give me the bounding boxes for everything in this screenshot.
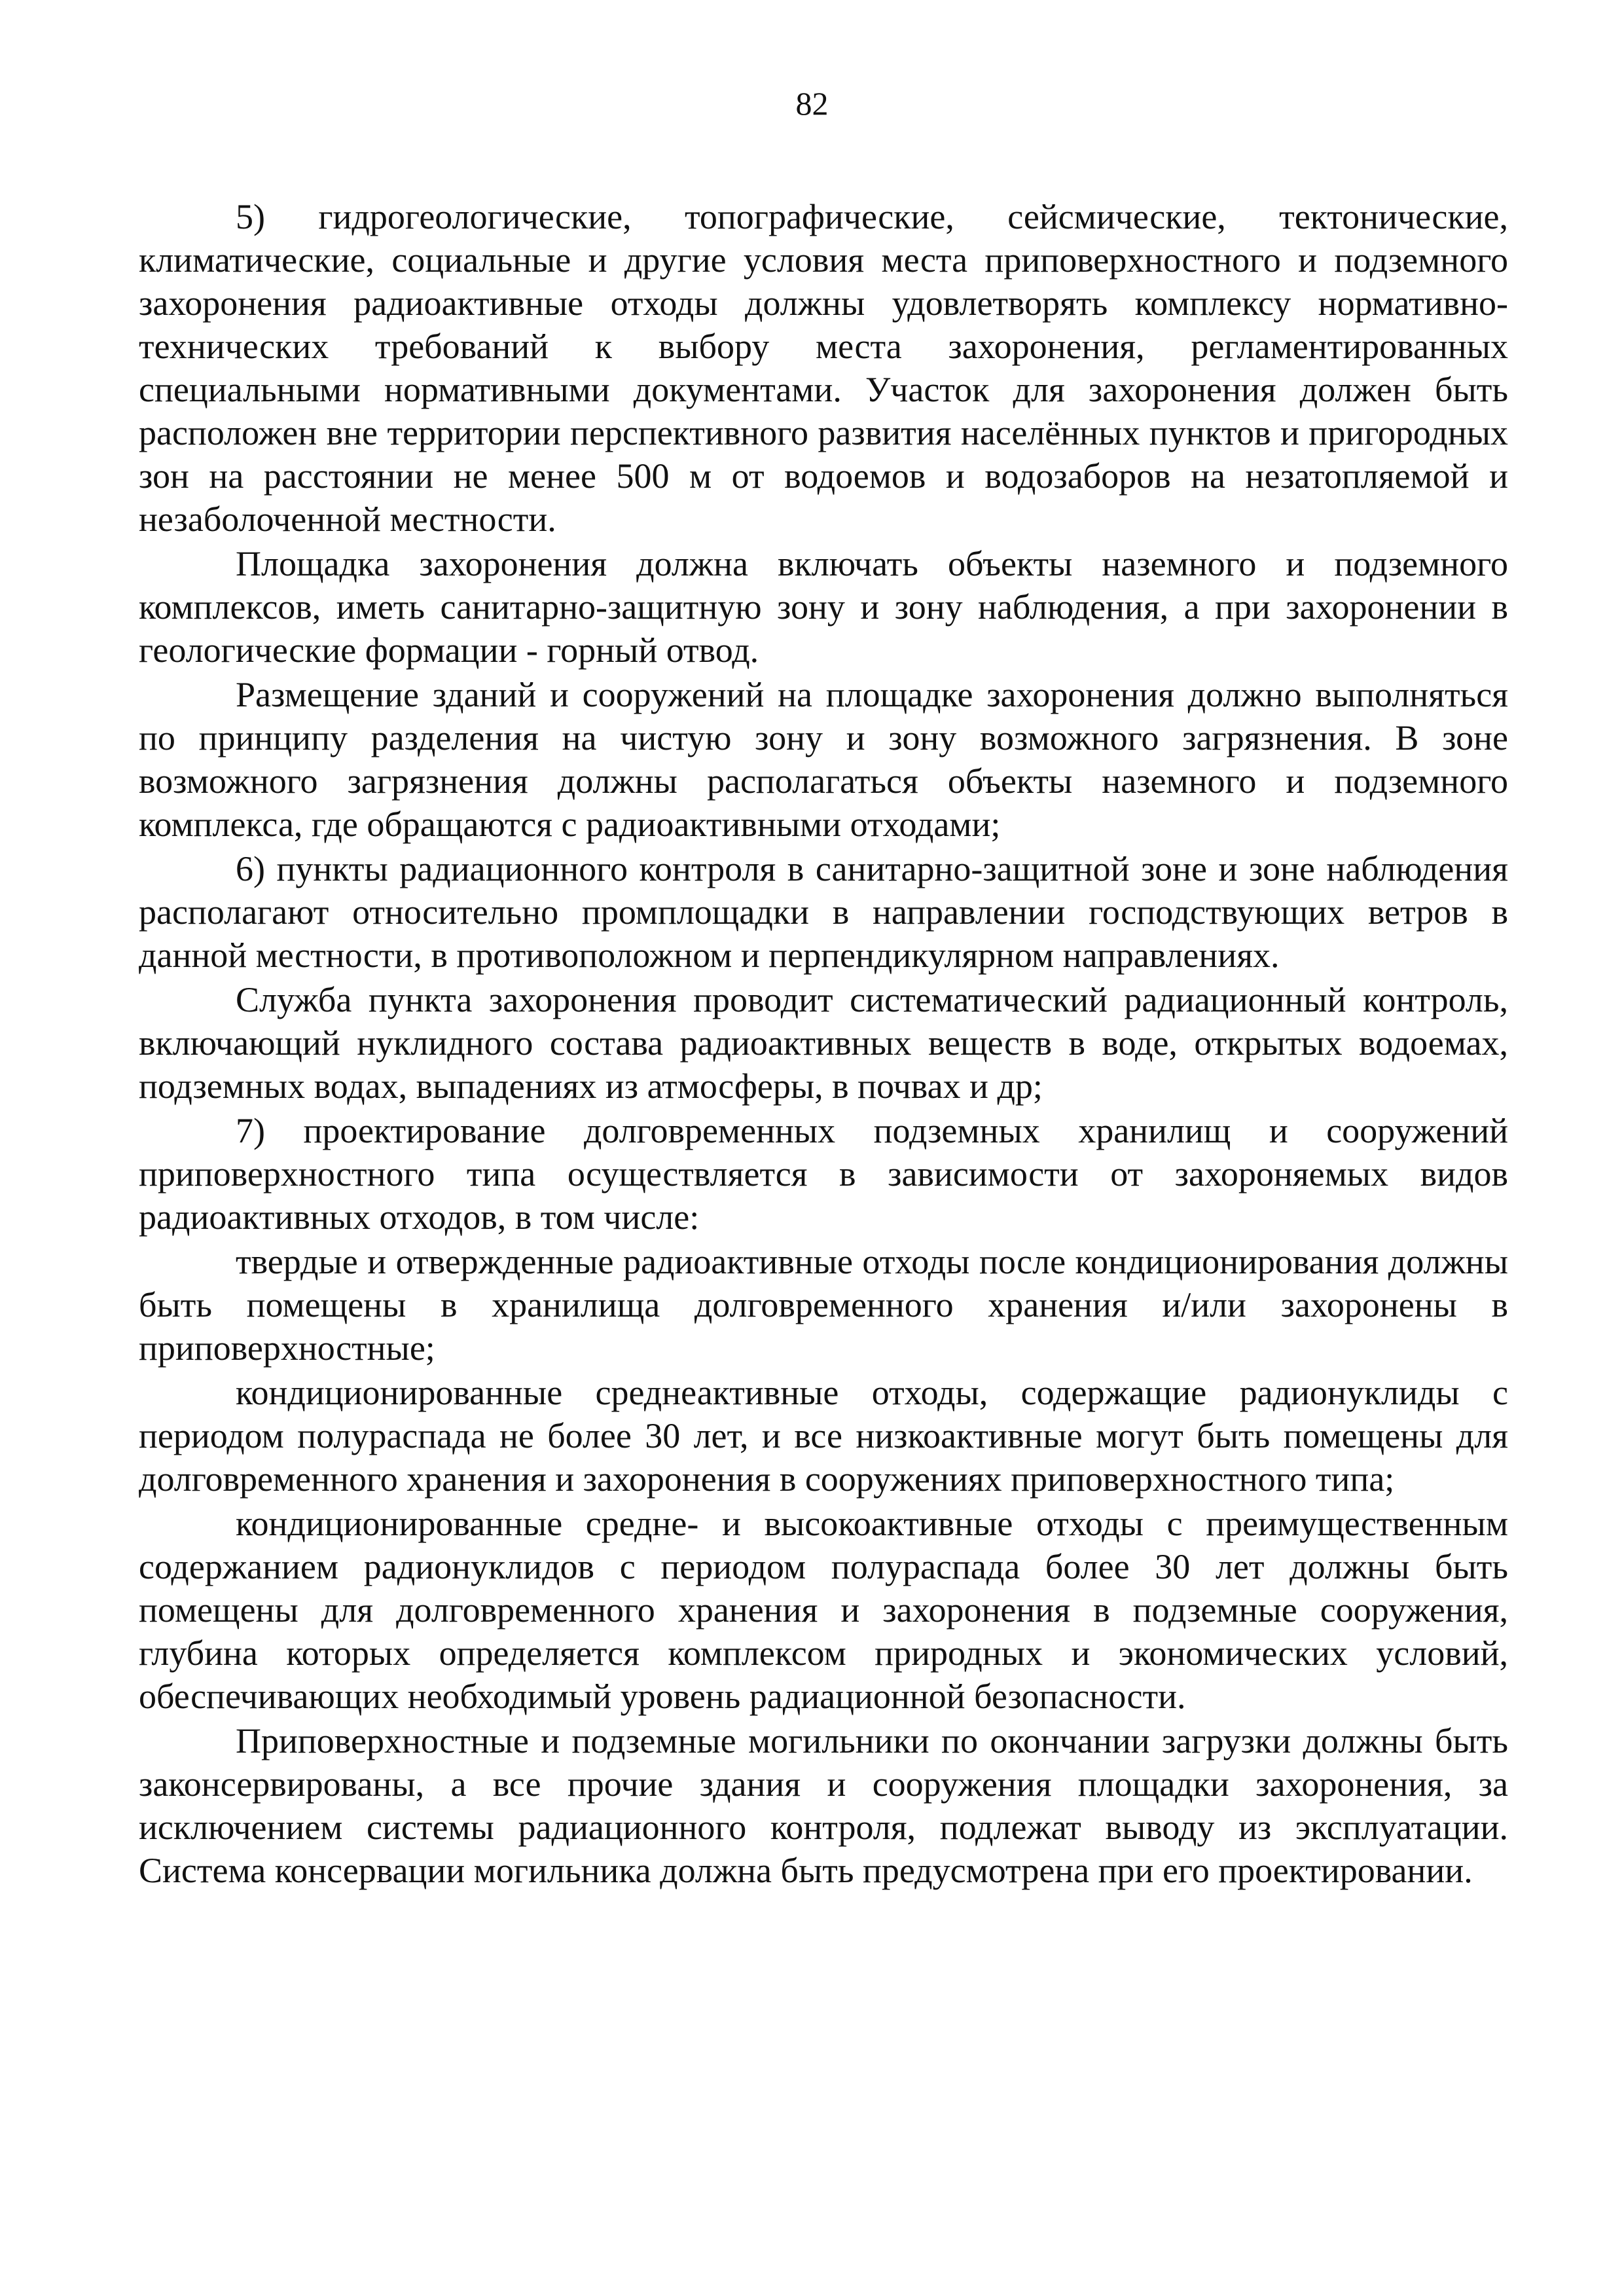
paragraph-item-5: 5) гидрогеологические, топографические, сейсмические, тектонические, климатические, социальные и другие условия места приповерхностного и подземного захоронения радиоактивные отходы должны удовлетворять комплексу нормативно-технических требований к выбору места захоронения, регламентированных специальными нормативными документами. Участок для захоронения должен быть расположен вне территории перспективного развития населённых пунктов и пригородных зон на расстоянии не менее 500 м от водоемов и водозаборов на незатопляемой и незаболоченной местности. [139, 197, 1508, 539]
page-number: 82 [795, 85, 829, 122]
paragraph-monitoring: Служба пункта захоронения проводит систематический радиационный контроль, включающий нуклидного состава радиоактивных веществ в воде, открытых водоемах, подземных водах, выпадениях из атмосферы, в почвах и др; [139, 980, 1508, 1106]
document-body [139, 195, 1508, 1893]
paragraph-high-active: кондиционированные средне- и высокоактивные отходы с преимущественным содержанием радионуклидов с периодом полураспада более 30 лет должны быть помещены для долговременного хранения и захоронения в подземные сооружения, глубина которых определяется комплексом природных и экономических условий, обеспечивающих необходимый уровень радиационной безопасности. [139, 1504, 1508, 1716]
paragraph-medium-active: кондиционированные среднеактивные отходы, содержащие радионуклиды с периодом полураспада не более 30 лет, и все низкоактивные могут быть помещены для долговременного хранения и захоронения в сооружениях приповерхностного типа; [139, 1373, 1508, 1499]
paragraph-item-6: 6) пункты радиационного контроля в санитарно-защитной зоне и зоне наблюдения располагают относительно промплощадки в направлении господствующих ветров в данной местности, в противоположном и перпендикулярном направлениях. [139, 849, 1508, 975]
paragraph-conservation: Приповерхностные и подземные могильники по окончании загрузки должны быть законсервированы, а все прочие здания и сооружения площадки захоронения, за исключением системы радиационного контроля, подлежат выводу из эксплуатации. Система консервации могильника должна быть предусмотрена при его проектировании. [139, 1721, 1508, 1890]
paragraph-solid-waste: твердые и отвержденные радиоактивные отходы после кондиционирования должны быть помещены в хранилища долговременного хранения и/или захоронены в приповерхностные; [139, 1242, 1508, 1368]
paragraph-zoning: Размещение зданий и сооружений на площадке захоронения должно выполняться по принципу разделения на чистую зону и зону возможного загрязнения. В зоне возможного загрязнения должны располагаться объекты наземного и подземного комплекса, где обращаются с радиоактивными отходами; [139, 675, 1508, 844]
paragraph-burial-site: Площадка захоронения должна включать объекты наземного и подземного комплексов, иметь санитарно-защитную зону и зону наблюдения, а при захоронении в геологические формации - горный отвод. [139, 544, 1508, 670]
paragraph-item-7: 7) проектирование долговременных подземных хранилищ и сооружений приповерхностного типа осуществляется в зависимости от захороняемых видов радиоактивных отходов, в том числе: [139, 1111, 1508, 1237]
